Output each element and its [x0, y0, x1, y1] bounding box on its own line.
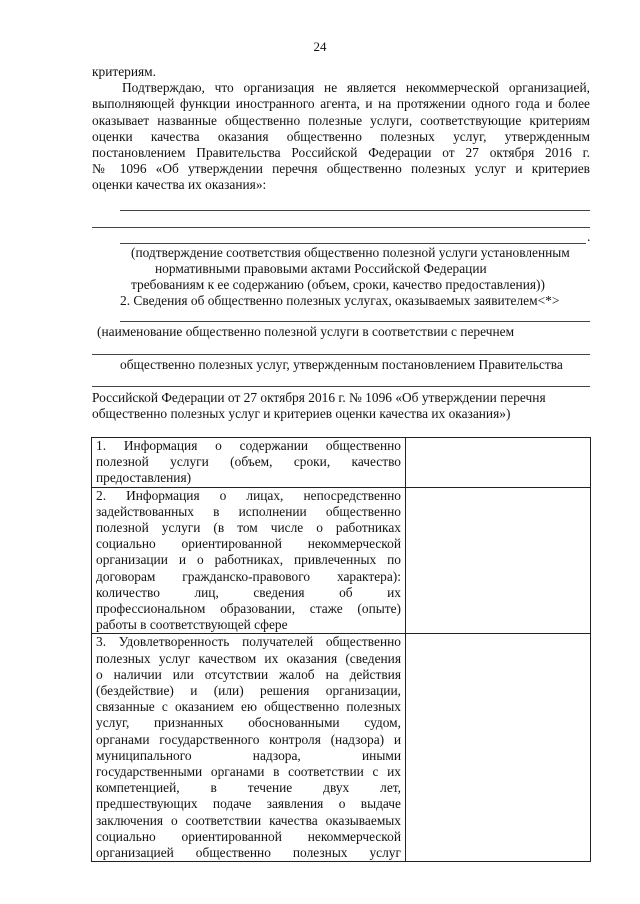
row-label-line: 2. Информация о лицах, непосредственно: [96, 487, 401, 503]
row-label-line: компетенцией, в течение двух лет,: [96, 780, 401, 796]
blank-line: [92, 354, 590, 355]
intro-line: постановлением Правительства Российской Федерации от 27 октября 2016 г.: [92, 145, 590, 161]
row-label-line: (бездействие) и (или) решения организации,: [96, 683, 401, 699]
row-value-cell[interactable]: [406, 487, 591, 634]
intro-paragraph: [92, 64, 590, 194]
intro-line: критериям.: [92, 64, 157, 79]
row-label-line: количество лиц, сведения об их: [96, 584, 401, 600]
row-label-line: социально ориентированной некоммерческой: [96, 536, 401, 552]
caption-confirmation: требованиям к ее содержанию (объем, сроки, качество предоставления)): [131, 277, 545, 292]
row-label-line: полезных услуг качеством их оказания (сведения: [96, 650, 401, 666]
row-label-line: связанные с оказанием ею общественно полезных: [96, 699, 401, 715]
intro-line: выполняющей функции иностранного агента, и на протяжении одного года и более: [92, 96, 590, 112]
row-value-cell[interactable]: [406, 438, 591, 488]
caption-confirmation: (подтверждение соответствия общественно полезной услуги установленным: [131, 245, 570, 260]
blank-line: [92, 386, 590, 387]
row-label-line: предоставления): [96, 470, 192, 486]
caption-confirmation: нормативными правовыми актами Российской Федерации: [155, 261, 487, 276]
page-number: 24: [313, 39, 327, 54]
row-value-cell[interactable]: [406, 634, 591, 862]
blank-line: [92, 227, 590, 228]
row-label-line: о наличии или отсутствии жалоб на действия: [96, 666, 401, 682]
row-label-line: социально ориентированной некоммерческой: [96, 828, 401, 844]
row-label-line: 1. Информация о содержании общественно: [96, 438, 401, 453]
row-label-line: услуг, признанных обоснованными судом,: [96, 715, 401, 731]
row-label-line: работы в соответствующей сфере: [96, 617, 288, 633]
caption-service-name: Российской Федерации от 27 октября 2016 г. № 1096 «Об утверждении перечня: [92, 390, 546, 405]
row-label-line: предшествующих подаче заявления о выдаче: [96, 796, 401, 812]
row-label-line: органами государственного контроля (надзора) и: [96, 731, 401, 747]
row-label-line: государственными органами в соответствии с их: [96, 764, 401, 780]
row-label-line: организации и о работниках, привлеченных по: [96, 552, 401, 568]
row-label-line: профессиональном образовании, стаже (опыте): [96, 601, 401, 617]
row-label-line: договорам гражданско-правового характера):: [96, 568, 401, 584]
row-label-line: полезной услуги (объем, сроки, качество: [96, 454, 401, 470]
blank-line-period: .: [587, 229, 591, 244]
row-label: [92, 438, 406, 488]
row-label-line: заключения о соответствии качества оказываемых: [96, 812, 401, 828]
blank-line: [120, 243, 586, 244]
row-label: [92, 634, 406, 862]
table-row: [92, 634, 591, 862]
blank-line: [120, 210, 590, 211]
table-row: [92, 438, 591, 488]
blank-line: [120, 321, 590, 322]
intro-line: оценки качества оказания общественно полезных услуг, утвержденным: [92, 128, 590, 144]
row-label-line: 3. Удовлетворенность получателей общественно: [96, 634, 401, 650]
intro-line: Подтверждаю, что организация не является некоммерческой организацией,: [122, 80, 590, 96]
intro-line: оказывает названные общественно полезные услуги, соответствующие критериям: [92, 112, 590, 128]
caption-service-name: общественно полезных услуг и критериев оценки качества их оказания»): [92, 406, 511, 421]
service-info-table: [91, 437, 591, 862]
caption-service-name: общественно полезных услуг, утвержденным постановлением Правительства: [120, 357, 563, 372]
row-label-line: организацией общественно полезных услуг: [96, 845, 401, 861]
row-label-line: муниципального надзора, иными: [96, 747, 401, 763]
row-label-line: полезной услуги (в том числе о работниках: [96, 520, 401, 536]
row-label: [92, 487, 406, 634]
caption-service-name: (наименование общественно полезной услуги в соответствии с перечнем: [97, 324, 515, 339]
intro-line: № 1096 «Об утверждении перечня общественно полезных услуг и критериев: [92, 161, 590, 177]
row-label-line: задействованных в исполнении общественно: [96, 503, 401, 519]
intro-line: оценки качества их оказания»:: [92, 177, 267, 193]
section-2-heading: 2. Сведения об общественно полезных услугах, оказываемых заявителем<*>: [120, 293, 560, 308]
table-row: [92, 487, 591, 634]
